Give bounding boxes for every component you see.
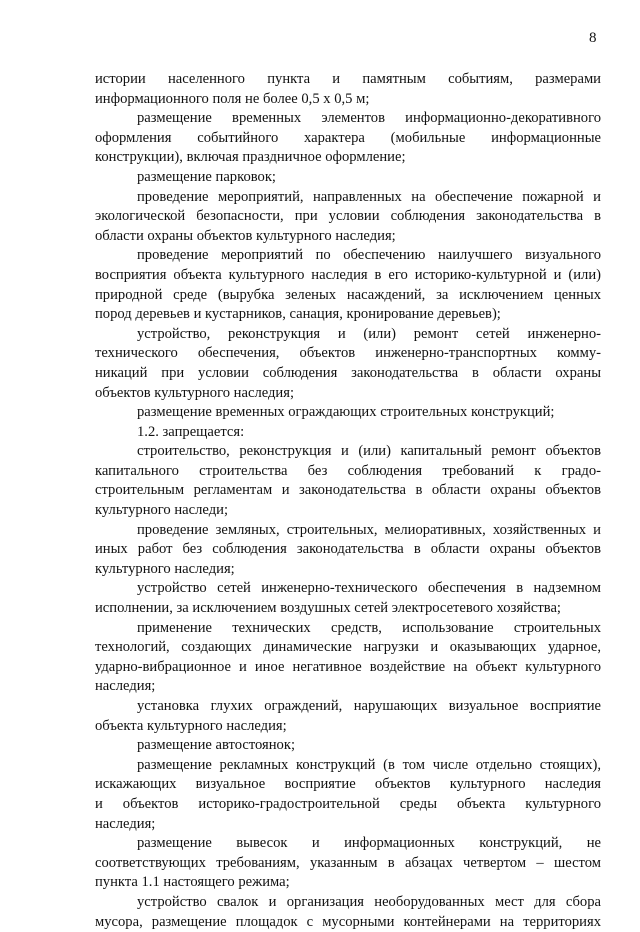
text-line: технологий, создающих динамические нагрузки и оказывающих ударное, — [95, 639, 601, 656]
text-line: природной среде (вырубка зеленых насаждений, за исключением ценных — [95, 286, 601, 303]
text-line: устройство, реконструкция и (или) ремонт сетей инженерно- — [137, 325, 601, 342]
paragraph — [95, 442, 601, 520]
text-line: иных работ без соблюдения законодательства в области охраны объектов — [95, 541, 601, 558]
text-line: наследия; — [95, 678, 156, 695]
text-line: ударно-вибрационное и иное негативное воздействие на объект культурного — [95, 658, 601, 675]
text-line: пород деревьев и кустарников, санация, кронирование деревьев); — [95, 306, 501, 323]
text-line: размещение временных ограждающих строительных конструкций; — [137, 404, 555, 421]
text-line: устройство сетей инженерно-технического обеспечения в надземном — [137, 580, 601, 597]
text-line: и объектов историко-градостроительной среды объекта культурного — [95, 795, 601, 812]
text-line: объекта культурного наследия; — [95, 717, 287, 734]
text-line: размещение вывесок и информационных конструкций, не — [137, 835, 601, 852]
paragraph — [95, 521, 601, 580]
paragraph — [95, 619, 601, 697]
text-line: никаций при условии соблюдения законодательства в области охраны — [95, 364, 601, 381]
paragraph — [95, 109, 601, 168]
text-line: применение технических средств, использование строительных — [137, 619, 601, 636]
text-line: конструкции), включая праздничное оформление; — [95, 149, 406, 166]
text-line: истории населенного пункта и памятным событиям, размерами — [95, 71, 601, 87]
text-line: технического обеспечения, объектов инженерно-транспортных комму- — [95, 345, 601, 362]
paragraph — [95, 188, 601, 247]
text-line: строительным регламентам и законодательства в области охраны объектов — [95, 482, 601, 499]
paragraph — [95, 403, 601, 423]
paragraph — [95, 834, 601, 893]
document-body — [95, 70, 601, 932]
text-line: размещение временных элементов информационно-декоративного — [137, 110, 601, 127]
text-line: проведение мероприятий, направленных на обеспечение пожарной и — [137, 188, 601, 205]
paragraph — [95, 736, 601, 756]
text-line: области охраны объектов культурного наследия; — [95, 227, 396, 244]
text-line: культурного наследи; — [95, 502, 228, 519]
text-line: размещение рекламных конструкций (в том числе отдельно стоящих), — [137, 756, 601, 773]
text-line: проведение мероприятий по обеспечению наилучшего визуального — [137, 247, 601, 264]
text-line: пункта 1.1 настоящего режима; — [95, 874, 290, 891]
paragraph — [95, 325, 601, 403]
text-line: размещение автостоянок; — [137, 737, 296, 754]
text-line: установка глухих ограждений, нарушающих визуальное восприятие — [137, 698, 601, 714]
paragraph — [95, 893, 601, 932]
text-line: мусора, размещение площадок с мусорными контейнерами на территориях — [95, 913, 601, 930]
text-line: экологической безопасности, при условии соблюдения законодательства в — [95, 208, 601, 225]
text-line: оформления событийного характера (мобильные информационные — [95, 129, 601, 146]
text-line: исполнении, за исключением воздушных сетей электросетевого хозяйства; — [95, 600, 561, 617]
text-line: соответствующих требованиям, указанным в абзацах четвертом – шестом — [95, 854, 601, 871]
text-line: проведение земляных, строительных, мелиоративных, хозяйственных и — [137, 521, 601, 538]
text-line: размещение парковок; — [137, 168, 276, 185]
text-line: объектов культурного наследия; — [95, 384, 295, 401]
paragraph — [95, 246, 601, 324]
text-line: устройство свалок и организация необорудованных мест для сбора — [137, 893, 601, 910]
paragraph — [95, 697, 601, 736]
paragraph — [95, 70, 601, 109]
text-line: восприятия объекта культурного наследия в его историко-культурной и (или) — [95, 266, 601, 283]
text-line: информационного поля не более 0,5 х 0,5 м; — [95, 90, 370, 107]
text-line: наследия; — [95, 815, 156, 832]
text-line: 1.2. запрещается: — [137, 423, 245, 440]
text-line: культурного наследия; — [95, 560, 235, 577]
text-line: строительство, реконструкция и (или) капитальный ремонт объектов — [137, 443, 601, 460]
paragraph — [95, 168, 601, 188]
page-number: 8 — [589, 30, 597, 46]
text-line: искажающих визуальное восприятие объектов культурного наследия — [95, 776, 601, 793]
paragraph — [95, 579, 601, 618]
text-line: капитального строительства без соблюдения требований к градо- — [95, 462, 601, 479]
paragraph — [95, 756, 601, 834]
paragraph — [95, 423, 601, 443]
